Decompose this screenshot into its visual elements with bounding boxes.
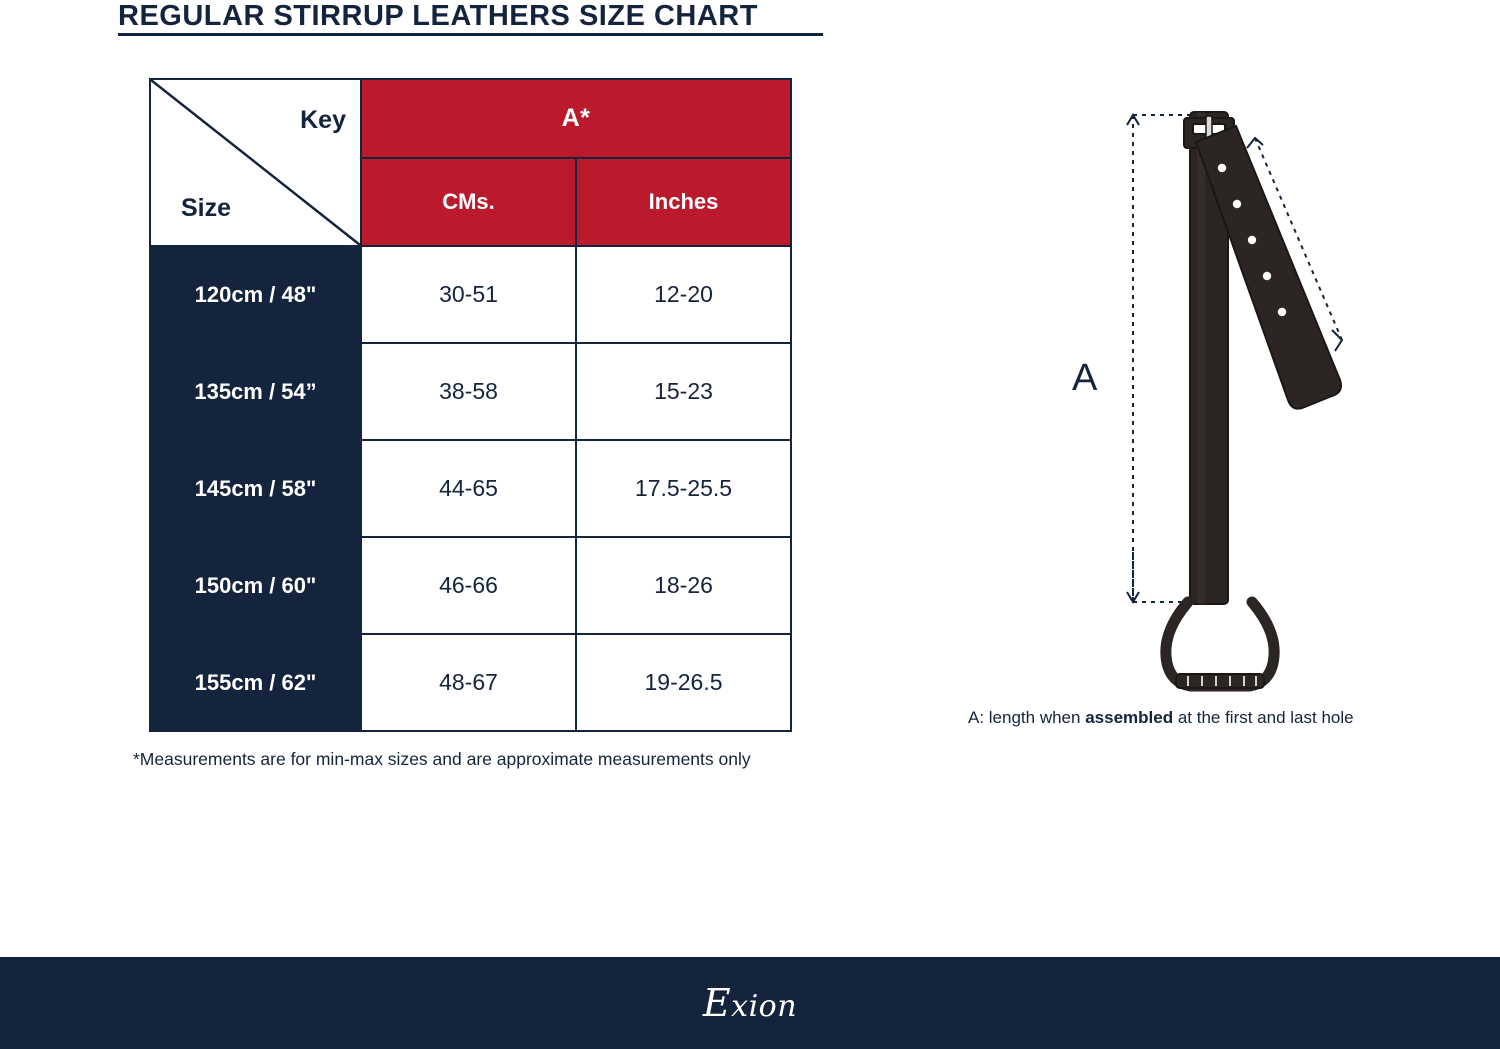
row-size-label: 150cm / 60" — [150, 537, 361, 634]
table-row — [150, 343, 791, 440]
diagram-caption-post: at the first and last hole — [1173, 708, 1354, 727]
row-value-cm: 44-65 — [361, 440, 576, 537]
corner-key-size-cell — [150, 79, 361, 246]
diagram-caption — [968, 708, 1354, 728]
row-size-label: 135cm / 54” — [150, 343, 361, 440]
row-value-cm: 30-51 — [361, 246, 576, 343]
page-title: REGULAR STIRRUP LEATHERS SIZE CHART — [118, 0, 758, 32]
measurements-footnote: *Measurements are for min-max sizes and are approximate measurements only — [133, 749, 751, 769]
stirrup-leather-diagram — [950, 90, 1420, 720]
stirrup-iron-icon — [1166, 602, 1274, 688]
size-chart-table-wrapper — [149, 78, 790, 732]
brand-rest: xion — [731, 989, 798, 1024]
row-value-inches: 18-26 — [576, 537, 791, 634]
size-chart-table — [149, 78, 792, 732]
table-row — [150, 246, 791, 343]
row-value-cm: 46-66 — [361, 537, 576, 634]
title-underline — [118, 33, 823, 36]
footer-bar — [0, 957, 1500, 1049]
column-header-cms: CMs. — [361, 158, 576, 246]
corner-key-label: Key — [300, 106, 346, 134]
table-header-row-group — [150, 79, 791, 158]
column-group-header-a: A* — [361, 79, 791, 158]
brand-initial: E — [702, 981, 732, 1025]
row-size-label: 120cm / 48" — [150, 246, 361, 343]
row-value-inches: 19-26.5 — [576, 634, 791, 731]
row-value-inches: 17.5-25.5 — [576, 440, 791, 537]
row-value-cm: 48-67 — [361, 634, 576, 731]
table-row — [150, 634, 791, 731]
table-row — [150, 537, 791, 634]
dimension-label-a: A — [1072, 357, 1098, 399]
row-size-label: 145cm / 58" — [150, 440, 361, 537]
diagram-caption-strong: assembled — [1085, 708, 1174, 727]
brand-logo — [703, 981, 797, 1025]
row-value-inches: 12-20 — [576, 246, 791, 343]
stirrup-leather-illustration — [950, 90, 1420, 720]
column-header-inches: Inches — [576, 158, 791, 246]
diagram-caption-pre: A: length when — [968, 708, 1086, 727]
table-row — [150, 440, 791, 537]
row-size-label: 155cm / 62" — [150, 634, 361, 731]
corner-size-label: Size — [181, 194, 232, 222]
row-value-cm: 38-58 — [361, 343, 576, 440]
row-value-inches: 15-23 — [576, 343, 791, 440]
